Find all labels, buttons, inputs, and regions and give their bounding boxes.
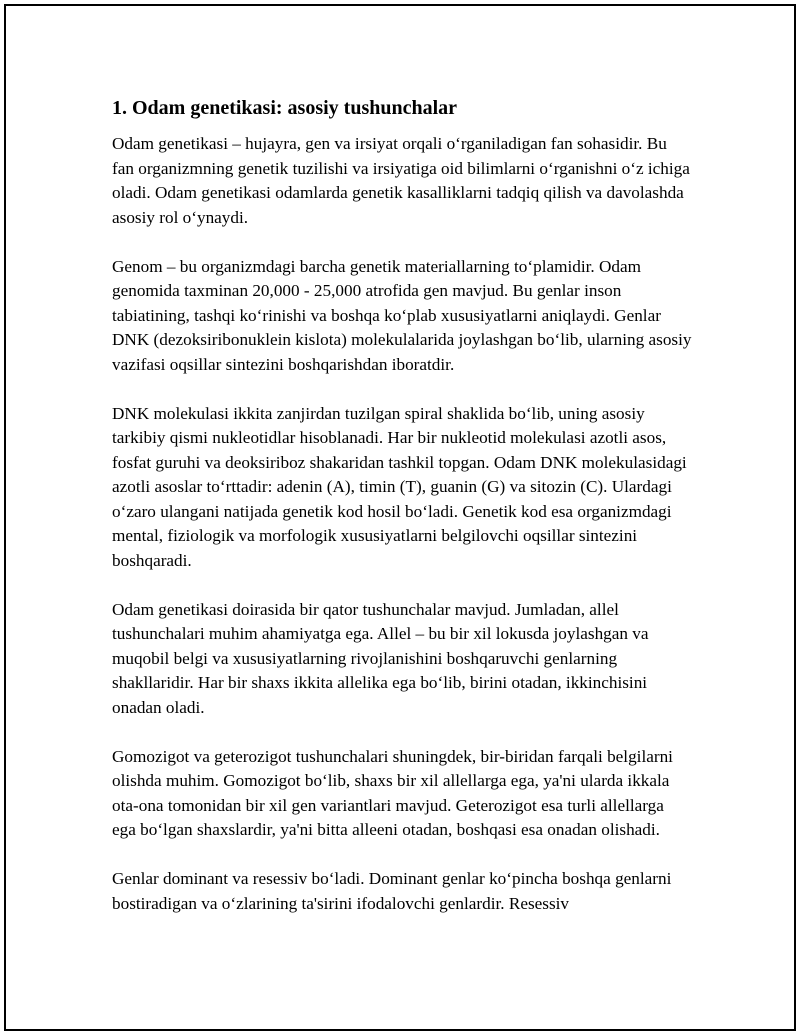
paragraph-allele: Odam genetikasi doirasida bir qator tushunchalar mavjud. Jumladan, allel tushunchalari muhim ahamiyatga ega. Allel – bu bir xil lokusda joylashgan va muqobil belgi va xususiyatlarning rivojlanishini boshqaruvchi genlarning shakllaridir. Har bir shaxs ikkita allelika ega bo‘lib, birini otadan, ikkinchisini onadan oladi. bbox=[112, 599, 649, 717]
paragraph-dominance: Genlar dominant va resessiv bo‘ladi. Dominant genlar ko‘pincha boshqa genlarni bostiradigan va o‘zlarining ta'sirini ifodalovchi genlardir. Resessiv bbox=[112, 869, 672, 913]
paragraph-dna: DNK molekulasi ikkita zanjirdan tuzilgan spiral shaklida bo‘lib, uning asosiy tarkibiy qismi nukleotidlar hisoblanadi. Har bir nukleotid molekulasi azotli asos, fosfat guruhi va deoksiriboz shakaridan tashkil topgan. Odam DNK molekulasidagi azotli asoslar to‘rttadir: adenin (A), timin (T), guanin (G) va sitozin (C). Ulardagi o‘zaro ulangani natijada genetik kod hosil bo‘ladi. Genetik kod esa organizmdagi mental, fiziologik va morfologik xususiyatlarni belgilovchi oqsillar sintezini boshqaradi. bbox=[112, 403, 687, 570]
section-heading: 1. Odam genetikasi: asosiy tushunchalar bbox=[112, 97, 458, 119]
paragraph-intro: Odam genetikasi – hujayra, gen va irsiyat orqali o‘rganiladigan fan sohasidir. Bu fan organizmning genetik tuzilishi va irsiyatiga oid bilimlarni o‘rganishni o‘z ichiga oladi. Odam genetikasi odamlarda genetik kasalliklarni tadqiq qilish va davolashda asosiy rol o‘ynaydi. bbox=[112, 134, 690, 227]
paragraph-zygosity: Gomozigot va geterozigot tushunchalari shuningdek, bir-biridan farqali belgilarni olishda muhim. Gomozigot bo‘lib, shaxs bir xil allellarga ega, ya'ni ularda ikkala ota-ona tomonidan bir xil gen variantlari mavjud. Geterozigot esa turli allellarga ega bo‘lgan shaxslardir, ya'ni bitta alleeni otadan, boshqasi esa onadan olishadi. bbox=[112, 746, 673, 839]
document-body bbox=[112, 94, 692, 941]
paragraph-genome: Genom – bu organizmdagi barcha genetik materiallarning to‘plamidir. Odam genomida taxminan 20,000 - 25,000 atrofida gen mavjud. Bu genlar inson tabiatining, tashqi ko‘rinishi va boshqa ko‘plab xususiyatlarni aniqlaydi. Genlar DNK (dezoksiribonuklein kislota) molekulalarida joylashgan bo‘lib, ularning asosiy vazifasi oqsillar sintezini boshqarishdan iboratdir. bbox=[112, 256, 692, 374]
